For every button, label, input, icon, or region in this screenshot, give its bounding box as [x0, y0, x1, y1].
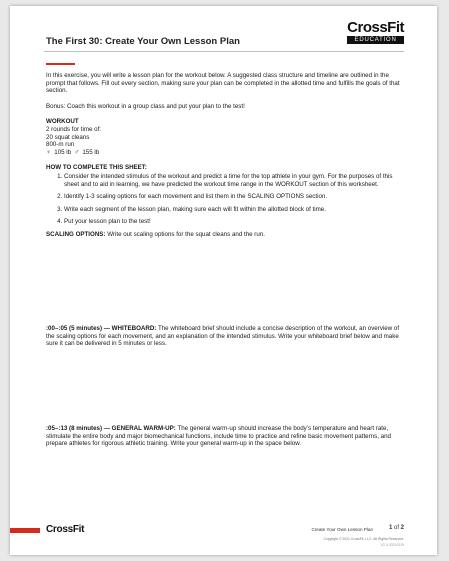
page-current: 1 — [388, 525, 393, 531]
crossfit-education-logo — [347, 20, 404, 44]
workout-line: 800-m run — [46, 141, 75, 149]
footer-version: V2.0-20210219 — [380, 543, 404, 547]
how-to-heading: HOW TO COMPLETE THIS SHEET: — [46, 164, 147, 172]
how-to-steps — [46, 173, 404, 226]
whiteboard-prompt — [46, 325, 404, 348]
page-title: The First 30: Create Your Own Lesson Plan — [46, 36, 240, 47]
worksheet-page — [10, 6, 437, 555]
footer-logo: CrossFit — [46, 524, 85, 535]
logo-education-tag: EDUCATION — [347, 36, 404, 44]
list-item: 2. Identify 1-3 scaling options for each movement and list them in the SCALING OPTIONS section. — [64, 193, 404, 201]
workout-weights — [46, 149, 404, 157]
intro-paragraph: In this exercise, you will write a lesson plan for the workout below. A suggested class structure and timeline are outlined in the prompt that follows. Fill out every section, making sure your plan can be completed in the allotted time and fulfills the goals of that section. — [46, 72, 400, 95]
whiteboard-section — [46, 325, 404, 348]
scaling-options-text: Write out scaling options for the squat cleans and the run. — [105, 230, 265, 238]
female-symbol-icon: ♀ — [46, 149, 52, 157]
whiteboard-label: :00–:05 (5 minutes) — WHITEBOARD: — [46, 325, 157, 332]
logo-wordmark: CrossFit — [347, 19, 404, 36]
workout-section — [46, 118, 404, 156]
female-weight: 105 lb — [54, 148, 72, 156]
header-divider — [44, 51, 404, 52]
footer-accent-bar — [10, 528, 40, 533]
workout-heading: WORKOUT — [46, 118, 79, 126]
warmup-label: :05–:13 (8 minutes) — GENERAL WARM-UP: — [46, 425, 176, 432]
workout-line: 20 squat cleans — [46, 133, 90, 141]
scaling-options-label: SCALING OPTIONS: — [46, 230, 106, 238]
bonus-paragraph: Bonus: Coach this workout in a group class and put your plan to the test! — [46, 102, 245, 110]
whiteboard-text: The whiteboard brief should include a concise description of the workout, an overview of the scaling options for each movement, and an explanation of the intended stimulus. Write your whiteboard brief below and make sure it can be delivered in 5 minutes or less. — [46, 325, 400, 348]
instructions-block — [46, 72, 404, 239]
warmup-text: The general warm-up should increase the body’s temperature and heart rate, stimulate the entire body and major biomechanical functions, include time to practice and refine basic movement patterns, and prepare athletes for rigorous athletic training. Write your general warm-up in the space below. — [46, 425, 391, 448]
accent-divider — [46, 63, 75, 65]
footer-document-name: Create Your Own Lesson Plan — [311, 527, 373, 532]
workout-line: 2 rounds for time of: — [46, 125, 102, 133]
male-symbol-icon: ♂ — [74, 149, 80, 157]
warmup-prompt — [46, 425, 404, 448]
list-item: 1. Consider the intended stimulus of the workout and predict a time for the top athlete in your gym. For the purposes of this sheet and to aid in learning, we have predicted the workout time range in the WORKOUT section of this worksheet. — [64, 173, 404, 188]
scaling-options-prompt — [46, 231, 404, 239]
page-number — [389, 525, 404, 531]
list-item: 3. Write each segment of the lesson plan, making sure each will fit within the allotted block of time. — [64, 206, 404, 214]
footer-copyright: Copyright © 2021 CrossFit, LLC. All Rights Reserved. — [323, 537, 404, 541]
page-separator: of — [392, 525, 401, 531]
list-item: 4. Put your lesson plan to the test! — [64, 218, 404, 226]
how-to-section — [46, 164, 404, 226]
male-weight: 155 lb — [82, 148, 100, 156]
warmup-section — [46, 425, 404, 448]
page-total: 2 — [400, 525, 404, 531]
